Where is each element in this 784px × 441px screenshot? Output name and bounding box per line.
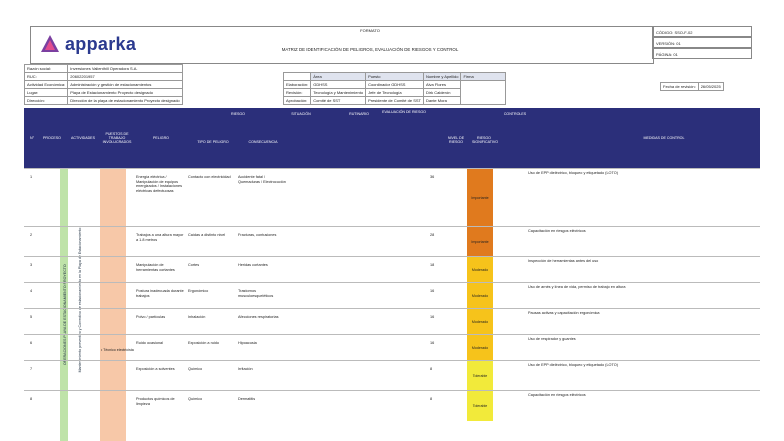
puesto-label: • Técnico electricista bbox=[101, 348, 134, 352]
row-tipo: Contacto con electricidad bbox=[188, 175, 231, 179]
row-number: 4 bbox=[30, 289, 33, 293]
table-row bbox=[24, 308, 760, 335]
sign-area: Tecnología y Mantenimiento bbox=[311, 89, 366, 97]
row-number: 7 bbox=[30, 367, 33, 371]
table-row bbox=[24, 334, 760, 361]
logo-text: apparka bbox=[65, 34, 137, 54]
info-label: RUC: bbox=[25, 73, 68, 81]
sign-row-label: Elaboración: bbox=[284, 81, 311, 89]
info-label: Lugar: bbox=[25, 89, 68, 97]
row-consecuencia: Trastornos musculoesqueléticos bbox=[238, 289, 274, 298]
sign-header: Nombre y Apellido bbox=[423, 73, 460, 81]
document-title: MATRIZ DE IDENTIFICACIÓN DE PELIGROS, EVALUACIÓN DE RIESGOS Y CONTROL bbox=[281, 47, 459, 52]
col-situacion: SITUACIÓN bbox=[291, 112, 311, 116]
row-total: 28 bbox=[430, 233, 435, 237]
signature-area bbox=[461, 81, 506, 105]
risk-level-badge: Moderado bbox=[467, 309, 493, 335]
info-label: Dirección: bbox=[25, 97, 68, 105]
matrix-header bbox=[24, 108, 760, 168]
sign-puesto: Jefe de Tecnología bbox=[366, 89, 424, 97]
row-consecuencia: Dermatitis bbox=[238, 397, 256, 401]
info-row bbox=[25, 73, 183, 81]
row-number: 2 bbox=[30, 233, 33, 237]
row-tipo: Químico bbox=[188, 367, 203, 371]
table-row bbox=[24, 360, 760, 391]
row-consecuencia: Fracturas, contusiones bbox=[238, 233, 277, 237]
info-row bbox=[25, 81, 183, 89]
process-label: OPERACIONES PLAYA DE ESTACIONAMIENTO PROYECTO bbox=[63, 264, 67, 365]
sign-nombre: Alva Flores bbox=[423, 81, 460, 89]
col-significativo: RIESGO SIGNIFICATIVO bbox=[472, 136, 499, 144]
row-peligro: Exposición a solventes bbox=[136, 367, 175, 371]
sign-nombre: Dirk Calderón bbox=[423, 89, 460, 97]
col-puesto: PUESTOS DE TRABAJO INVOLUCRADOS bbox=[102, 132, 132, 144]
col-controles: CONTROLES bbox=[503, 112, 527, 116]
sign-row-label: Aprobación: bbox=[284, 97, 311, 105]
row-consecuencia: Irritación bbox=[238, 367, 253, 371]
col-consecuencia: CONSECUENCIA bbox=[248, 140, 278, 144]
date-value: 26/05/2025 bbox=[698, 83, 723, 91]
row-total: 36 bbox=[430, 175, 435, 179]
row-medidas: Capacitación en riesgos eléctricos bbox=[528, 393, 586, 397]
info-value: Playa de Estacionamiento Proyecto designado bbox=[68, 89, 182, 97]
row-number: 8 bbox=[30, 397, 33, 401]
sign-nombre: Dante Mora bbox=[423, 97, 460, 105]
col-riesgo-group: RIESGO bbox=[231, 112, 245, 116]
row-total: 18 bbox=[430, 263, 435, 267]
sign-area: GDHSS bbox=[311, 81, 366, 89]
sign-area: Comité de SST bbox=[311, 97, 366, 105]
row-medidas: Uso de respirador y guantes bbox=[528, 337, 576, 341]
risk-level-badge: Moderado bbox=[467, 335, 493, 361]
risk-level-badge: Importante bbox=[467, 227, 493, 257]
doc-version: VERSIÓN: 01 bbox=[652, 37, 752, 48]
row-peligro: Postura inadecuada durante trabajos bbox=[136, 289, 184, 298]
row-peligro: Energía eléctrica / Manipulación de equipos energizados / Instalaciones eléctricas defectuosas bbox=[136, 175, 183, 193]
row-consecuencia: Heridas cortantes bbox=[238, 263, 268, 267]
row-number: 5 bbox=[30, 315, 33, 319]
row-tipo: Ergonómico bbox=[188, 289, 209, 293]
col-actividades: ACTIVIDADES bbox=[71, 136, 95, 140]
info-label: Razón social: bbox=[25, 65, 68, 73]
row-consecuencia: Accidente fatal / Quemaduras / Electrocución bbox=[238, 175, 286, 184]
info-label: Actividad Económica: bbox=[25, 81, 68, 89]
col-nivel: NIVEL DE RIESGO bbox=[447, 136, 465, 144]
info-value: Administración y gestión de estacionamientos bbox=[68, 81, 182, 89]
row-total: 16 bbox=[430, 341, 435, 345]
format-label: FORMATO bbox=[360, 28, 380, 33]
row-medidas: Inspección de herramientas antes del uso bbox=[528, 259, 599, 263]
row-tipo: Exposición a ruido bbox=[188, 341, 220, 345]
info-value: Inversiones Valienthill Operadora S.A. bbox=[68, 65, 182, 73]
company-info-table bbox=[24, 64, 183, 105]
row-tipo: Químico bbox=[188, 397, 203, 401]
row-peligro: Manipulación de herramientas cortantes bbox=[136, 263, 175, 272]
activity-label: Mantenimiento preventivo y Correctivo de estacionamiento en la Playa de Estacionamiento bbox=[78, 227, 82, 373]
row-peligro: Productos químicos de limpieza bbox=[136, 397, 175, 406]
col-peligro: PELIGRO bbox=[153, 136, 169, 140]
row-peligro: Trabajos a una altura mayor a 1.8 metros bbox=[136, 233, 184, 242]
revision-date-table bbox=[660, 82, 724, 91]
row-number: 1 bbox=[30, 175, 33, 179]
row-consecuencia: Hipoacusia bbox=[238, 341, 257, 345]
info-row bbox=[25, 97, 183, 105]
col-medidas: MEDIDAS DE CONTROL bbox=[643, 136, 685, 140]
info-value: 20602201957 bbox=[68, 73, 182, 81]
row-total: 16 bbox=[430, 289, 435, 293]
row-number: 3 bbox=[30, 263, 33, 267]
row-consecuencia: Afecciones respiratorias bbox=[238, 315, 279, 319]
table-row bbox=[24, 168, 760, 227]
col-rutinario: RUTINARIO bbox=[349, 112, 369, 116]
col-proceso: PROCESO bbox=[43, 136, 61, 140]
table-row bbox=[24, 226, 760, 257]
col-n: N° bbox=[29, 136, 35, 140]
sign-header: Área bbox=[311, 73, 366, 81]
sign-puesto: Presidente de Comité de SST bbox=[366, 97, 424, 105]
date-label: Fecha de revisión: bbox=[661, 83, 699, 91]
row-total: 8 bbox=[430, 367, 433, 371]
risk-level-badge: Moderado bbox=[467, 257, 493, 283]
col-tipo: TIPO DE PELIGRO bbox=[197, 140, 229, 144]
row-peligro: Polvo / partículas bbox=[136, 315, 166, 319]
row-medidas: Uso de EPP dieléctrico, bloqueo y etiquetado (LOTO) bbox=[528, 171, 618, 175]
row-peligro: Ruido ocasional bbox=[136, 341, 164, 345]
sign-row-label: Revisión: bbox=[284, 89, 311, 97]
info-value: Dirección de la playa de estacionamiento Proyecto designado bbox=[68, 97, 182, 105]
row-tipo: Caídas a distinto nivel bbox=[188, 233, 226, 237]
sign-puesto: Coordinador GDHSS bbox=[366, 81, 424, 89]
info-row bbox=[25, 65, 183, 73]
row-total: 16 bbox=[430, 315, 435, 319]
risk-level-badge: Importante bbox=[467, 169, 493, 227]
sign-header: Puesto bbox=[366, 73, 424, 81]
table-row bbox=[24, 390, 760, 421]
row-medidas: Uso de EPP dieléctrico, bloqueo y etiquetado (LOTO) bbox=[528, 363, 618, 367]
table-row bbox=[24, 256, 760, 283]
risk-level-badge: Tolerable bbox=[467, 391, 493, 421]
info-row bbox=[25, 89, 183, 97]
doc-code: CÓDIGO: SSO-F-02 bbox=[652, 26, 752, 37]
row-tipo: Inhalación bbox=[188, 315, 206, 319]
doc-page: PÁGINA: 01 bbox=[652, 48, 752, 59]
risk-level-badge: Tolerable bbox=[467, 361, 493, 391]
row-medidas: Pausas activas y capacitación ergonómica bbox=[528, 311, 600, 315]
risk-level-badge: Moderado bbox=[467, 283, 493, 309]
sign-header: Firma bbox=[461, 73, 506, 81]
approval-table bbox=[283, 72, 506, 105]
row-tipo: Cortes bbox=[188, 263, 200, 267]
row-medidas: Uso de arnés y línea de vida, permiso de trabajo en altura bbox=[528, 285, 626, 289]
col-evaluacion: EVALUACIÓN DE RIESGO bbox=[382, 110, 426, 114]
row-total: 8 bbox=[430, 397, 433, 401]
table-row bbox=[24, 282, 760, 309]
row-medidas: Capacitación en riesgos eléctricos bbox=[528, 229, 586, 233]
row-number: 6 bbox=[30, 341, 33, 345]
